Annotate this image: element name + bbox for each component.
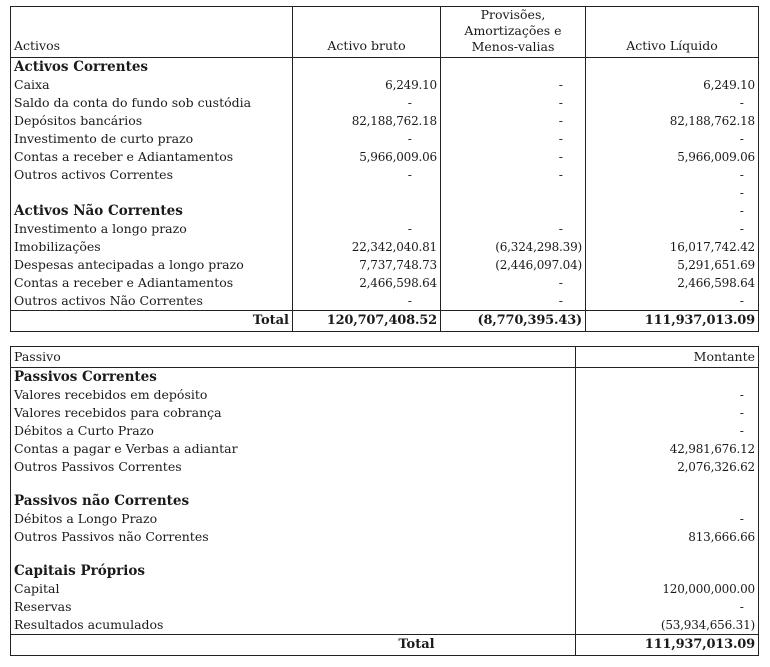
gross-value: - xyxy=(293,130,441,148)
row-label: Débitos a Curto Prazo xyxy=(14,423,154,438)
provision-value: (6,324,298.39) xyxy=(441,238,586,256)
gross-value: 82,188,762.18 xyxy=(293,112,441,130)
gross-value: 6,249.10 xyxy=(293,76,441,94)
provision-value: (2,446,097.04) xyxy=(441,256,586,274)
provision-value: - xyxy=(441,76,586,94)
assets-total-row xyxy=(11,311,759,332)
row-label: Imobilizações xyxy=(14,239,101,254)
table-row xyxy=(11,112,759,130)
table-row xyxy=(11,292,759,311)
section-equity xyxy=(11,562,759,580)
net-value: 5,966,009.06 xyxy=(586,148,759,166)
gross-value: - xyxy=(293,220,441,238)
section-title: Passivos Correntes xyxy=(14,369,157,385)
row-label: Caixa xyxy=(14,77,50,92)
section-title: Passivos não Correntes xyxy=(14,493,190,509)
header-gross-assets: Activo bruto xyxy=(293,7,441,58)
total-label: Total xyxy=(11,311,293,332)
header-liabilities: Passivo xyxy=(11,347,576,368)
net-value: - xyxy=(586,202,759,220)
table-row xyxy=(11,404,759,422)
section-current-liabilities xyxy=(11,368,759,387)
table-row xyxy=(11,616,759,635)
row-label: Outros Passivos Correntes xyxy=(14,459,182,474)
table-row xyxy=(11,238,759,256)
amount-value: - xyxy=(576,404,759,422)
amount-value: 120,000,000.00 xyxy=(576,580,759,598)
gross-value: 5,966,009.06 xyxy=(293,148,441,166)
table-row xyxy=(11,76,759,94)
row-label: Outros Passivos não Correntes xyxy=(14,529,209,544)
provision-value: - xyxy=(441,166,586,184)
amount-value: - xyxy=(576,510,759,528)
net-value: - xyxy=(586,94,759,112)
header-amount: Montante xyxy=(576,347,759,368)
amount-value: 813,666.66 xyxy=(576,528,759,546)
liabilities-total-row xyxy=(11,635,759,656)
total-amount: 111,937,013.09 xyxy=(576,635,759,656)
row-label: Valores recebidos em depósito xyxy=(14,387,208,402)
table-row xyxy=(11,458,759,476)
gross-value: - xyxy=(293,292,441,311)
net-value: 82,188,762.18 xyxy=(586,112,759,130)
liabilities-header-row xyxy=(11,347,759,368)
amount-value: - xyxy=(576,422,759,440)
row-label: Contas a receber e Adiantamentos xyxy=(14,149,234,164)
table-row xyxy=(11,510,759,528)
net-value: - xyxy=(586,220,759,238)
spacer-row xyxy=(11,184,759,202)
table-row xyxy=(11,440,759,458)
provision-value: - xyxy=(441,94,586,112)
table-row xyxy=(11,148,759,166)
assets-header-row xyxy=(11,7,759,58)
amount-value: (53,934,656.31) xyxy=(576,616,759,635)
table-row xyxy=(11,94,759,112)
net-value: 2,466,598.64 xyxy=(586,274,759,292)
row-label: Despesas antecipadas a longo prazo xyxy=(14,257,244,272)
provision-value: - xyxy=(441,220,586,238)
table-row xyxy=(11,528,759,546)
header-net-assets: Activo Líquido xyxy=(586,7,759,58)
section-current-assets xyxy=(11,58,759,77)
gross-value: - xyxy=(293,94,441,112)
table-row xyxy=(11,256,759,274)
row-label: Reservas xyxy=(14,599,72,614)
table-row xyxy=(11,274,759,292)
row-label: Investimento a longo prazo xyxy=(14,221,187,236)
row-label: Resultados acumulados xyxy=(14,617,164,632)
net-value: 6,249.10 xyxy=(586,76,759,94)
header-assets: Activos xyxy=(11,7,293,58)
section-title: Activos Não Correntes xyxy=(14,203,183,219)
net-value: - xyxy=(586,166,759,184)
table-row xyxy=(11,130,759,148)
amount-value: 42,981,676.12 xyxy=(576,440,759,458)
row-label: Outros activos Não Correntes xyxy=(14,293,203,308)
gross-value: 7,737,748.73 xyxy=(293,256,441,274)
row-label: Saldo da conta do fundo sob custódia xyxy=(14,95,252,110)
liabilities-table xyxy=(10,346,759,656)
gross-value: 2,466,598.64 xyxy=(293,274,441,292)
amount-value: - xyxy=(576,598,759,616)
assets-table xyxy=(10,6,759,332)
header-provisions: Provisões, Amortizações e Menos-valias xyxy=(441,7,586,58)
net-value: - xyxy=(586,292,759,311)
provision-value: - xyxy=(441,130,586,148)
table-row xyxy=(11,422,759,440)
row-label: Contas a receber e Adiantamentos xyxy=(14,275,234,290)
table-row xyxy=(11,166,759,184)
total-net: 111,937,013.09 xyxy=(586,311,759,332)
row-label: Outros activos Correntes xyxy=(14,167,173,182)
row-label: Investimento de curto prazo xyxy=(14,131,194,146)
section-title: Capitais Próprios xyxy=(14,563,146,579)
table-row xyxy=(11,386,759,404)
section-noncurrent-assets xyxy=(11,202,759,220)
total-provisions: (8,770,395.43) xyxy=(441,311,586,332)
section-title: Activos Correntes xyxy=(14,59,149,75)
table-row xyxy=(11,598,759,616)
row-label: Capital xyxy=(14,581,60,596)
net-value: 16,017,742.42 xyxy=(586,238,759,256)
row-label: Valores recebidos para cobrança xyxy=(14,405,222,420)
net-value: 5,291,651.69 xyxy=(586,256,759,274)
provision-value: - xyxy=(441,112,586,130)
table-row xyxy=(11,220,759,238)
gross-value: 22,342,040.81 xyxy=(293,238,441,256)
spacer-row xyxy=(11,476,759,492)
provision-value: - xyxy=(441,292,586,311)
spacer-row xyxy=(11,546,759,562)
amount-value: 2,076,326.62 xyxy=(576,458,759,476)
section-noncurrent-liabilities xyxy=(11,492,759,510)
provision-value: - xyxy=(441,148,586,166)
gross-value: - xyxy=(293,166,441,184)
total-gross: 120,707,408.52 xyxy=(293,311,441,332)
total-label: Total xyxy=(11,635,576,656)
row-label: Débitos a Longo Prazo xyxy=(14,511,158,526)
net-value: - xyxy=(586,130,759,148)
provision-value: - xyxy=(441,274,586,292)
net-value: - xyxy=(586,184,759,202)
amount-value: - xyxy=(576,386,759,404)
row-label: Contas a pagar e Verbas a adiantar xyxy=(14,441,238,456)
row-label: Depósitos bancários xyxy=(14,113,143,128)
table-row xyxy=(11,580,759,598)
